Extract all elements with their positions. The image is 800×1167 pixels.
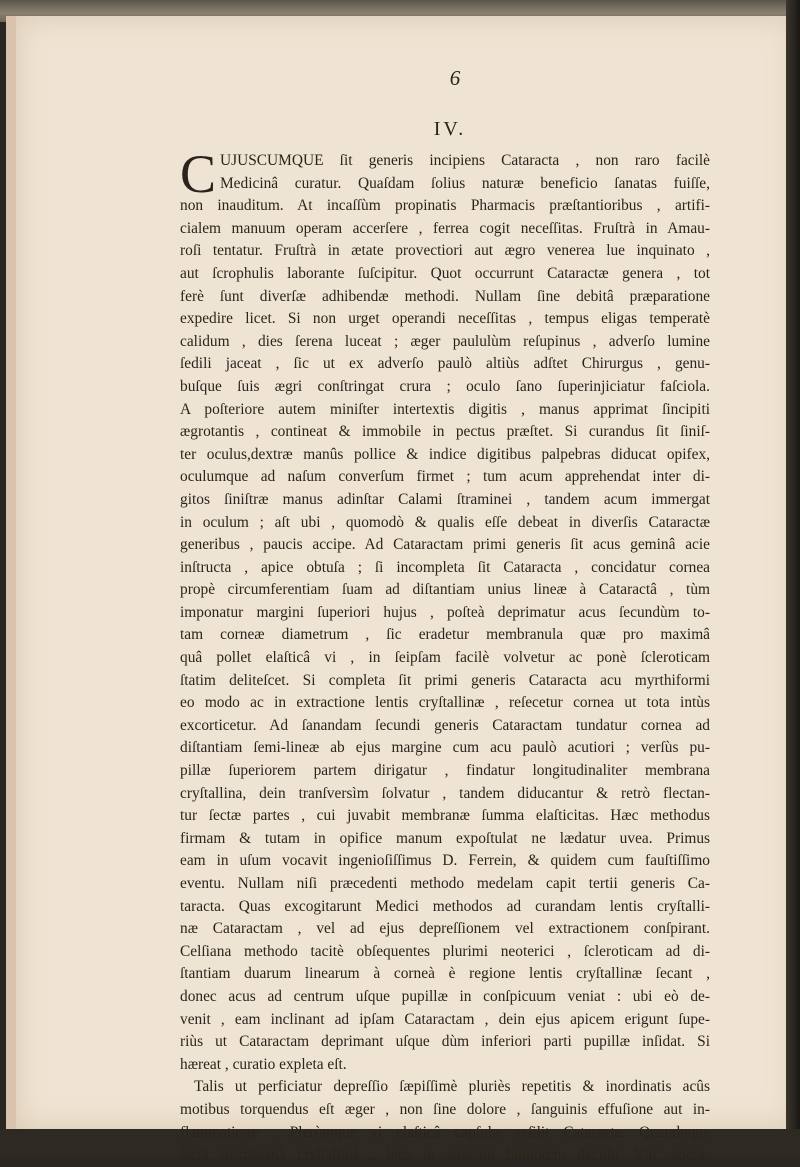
text-line: taracta. Quas excogitarunt Medici methodos ad curandam lentis cryſtalli- [180,897,710,915]
text-line: eventu. Nullam niſi præcedenti methodo medelam capit tertii generis Ca- [180,875,710,892]
page-number: 6 [449,66,461,90]
text-line: tur ſectæ partes , cui juvabit membranæ ſumma elaſticitas. Hæc methodus [180,807,710,825]
text-line: venit , eam inclinant ad ipſam Cataractam , dein ejus apicem erigunt ſupe- [180,1010,710,1028]
text-line: buſque ſuis ægri conſtringat crura ; oculo ſano ſuperinjiciatur faſciola. [180,377,710,395]
text-line: ſtatim deliteſcet. Si completa ſit primi generis Cataracta acu myrthiformi [180,671,710,689]
text-line: non inauditum. At incaſſùm propinatis Pharmacis præſtantioribus , artifi- [180,197,710,215]
text-line: in oculum ; aſt ubi , quomodò & qualis eſſe debeat in diverſis Cataractæ [180,513,710,531]
page-gutter-shadow [786,0,800,1157]
text-line: imponatur margini ſuperiori hujus , poſteà deprimatur acus ſecundùm to- [180,603,710,621]
text-line: Medicinâ curatur. Quaſdam ſolius naturæ beneficio ſanatas fuiſſe, [220,174,710,192]
text-line: eo modo ac in extractione lentis cryſtallinæ , reſecetur cornea ut tota intùs [180,694,710,712]
text-line: flammatione : Plerùmque vi elaſticâ capſulæ reſilit Cataracta. Quandoque [180,1123,710,1141]
section-heading: IV. [433,118,467,140]
text-line: ter oculus,dextræ manûs pollice & indice digitibus palpebras diducat opifex, [180,445,710,463]
paragraph-2 [180,1076,710,1166]
text-line: propè circumferentiam ſuam ad diſtantiam unius lineæ à Cataractâ , tùm [180,581,710,599]
text-line: ſedili jaceat , ſic ut ex adverſo paulò altiùs adſtet Chirurgus , genu- [180,355,710,373]
text-line: roſi tentatur. Fruſtrà in ætate provectiori aut ægro venerea lue inquinato , [180,242,710,260]
text-line: eam in uſum vocavit ingenioſiſſimus D. Ferrein, & quidem cum fauſtiſſimo [180,852,710,870]
text-line: cryſtallina, dein tranſversìm ſolvatur , tandem diducantur & retrò flectan- [180,784,710,802]
text-line: Celſiana methodo tacitè obſequentes plurimi neoterici , ſcleroticam ad di- [180,942,710,960]
text-line: gitos ſiniſtræ manus adinſtar Calami ſtraminei , tandem acum immergat [180,490,710,508]
body-text [180,144,710,1167]
text-line: diſtantiam ſemi-lineæ ab ejus margine cum acu paulò acutiori ; verſùs pu- [180,739,710,757]
text-line: firmam & tutam in opifice manum expoſtulat ne lædatur uvea. Primus [180,829,710,847]
paragraph-1 [180,144,710,1076]
text-line: UJUSCUMQUE ſit generis incipiens Cataracta , non raro facilè [220,152,710,169]
text-line: ſectâ membranâ cryſtallinâ , lens in aqueum humorem decidit. Vin' opera- [180,1146,710,1164]
text-line: riùs ut Cataractam deprimant uſque dùm inferiori parti pupillæ inſidat. Si [180,1033,710,1051]
text-line: motibus torquendus eſt æger , non ſine dolore , ſanguinis effuſione aut in- [180,1100,710,1118]
text-line: oculumque ad naſum converſum firmet ; tum acum apprehendat inter di- [180,468,710,486]
text-line: ſtantiam duarum linearum à corneà è regione lentis cryſtallinæ ſecant , [180,965,710,983]
text-line: ægrotantis , contineat & immobile in pectus præſtet. Si curandus ſit ſiniſ- [180,423,710,441]
text-line: hæreat , curatio expleta eſt. [180,1055,347,1073]
text-line: næ Cataractam , vel ad ejus depreſſionem vel extractionem conſpirant. [180,920,710,938]
text-line: ferè ſunt diverſæ adhibendæ methodi. Nullam ſine debitâ præparatione [180,287,710,305]
text-line: Talis ut perficiatur depreſſio ſæpiſſimè pluriès repetitis & inordinatis acûs [194,1078,710,1096]
text-line: inſtructa , apice obtuſa ; ſi incompleta ſit Cataracta , concidatur cornea [180,558,710,576]
text-line: aut ſcrophulis laborante ſuſcipitur. Quot occurrunt Cataractæ genera , tot [180,264,710,282]
text-line: A poſteriore autem miniſter intertextis digitis , manus apprimat ſincipiti [180,400,710,418]
text-line: excorticetur. Ad ſanandam ſecundi generis Cataractam tundatur cornea ad [180,716,710,734]
text-line: expedire licet. Si non urget operandi neceſſitas , tempus eligas temperatè [180,310,710,328]
text-line: tam corneæ diametrum , ſic eradetur membranula quæ pro maximâ [180,626,710,644]
drop-cap: C [180,144,217,204]
text-line: generibus , paucis accipe. Ad Cataractam primi generis ſit acus geminâ acie [180,536,710,554]
text-line: quâ pollet elaſticâ vi , in ſeipſam facilè volvetur ac ponè ſcleroticam [180,649,710,667]
text-line: pillæ ſuperiorem partem dirigatur , findatur longitudinaliter membrana [180,762,710,780]
text-line: calidum , dies ſerena luceat ; æger paululùm reſupinus , adverſo lumine [180,332,710,350]
text-line: cialem manuum operam accerſere , ferrea cogit neceſſitas. Fruſtrà in Amau- [180,219,710,237]
text-line: donec acus ad centrum uſque pupillæ in conſpicuum veniat : ubi eò de- [180,987,710,1005]
